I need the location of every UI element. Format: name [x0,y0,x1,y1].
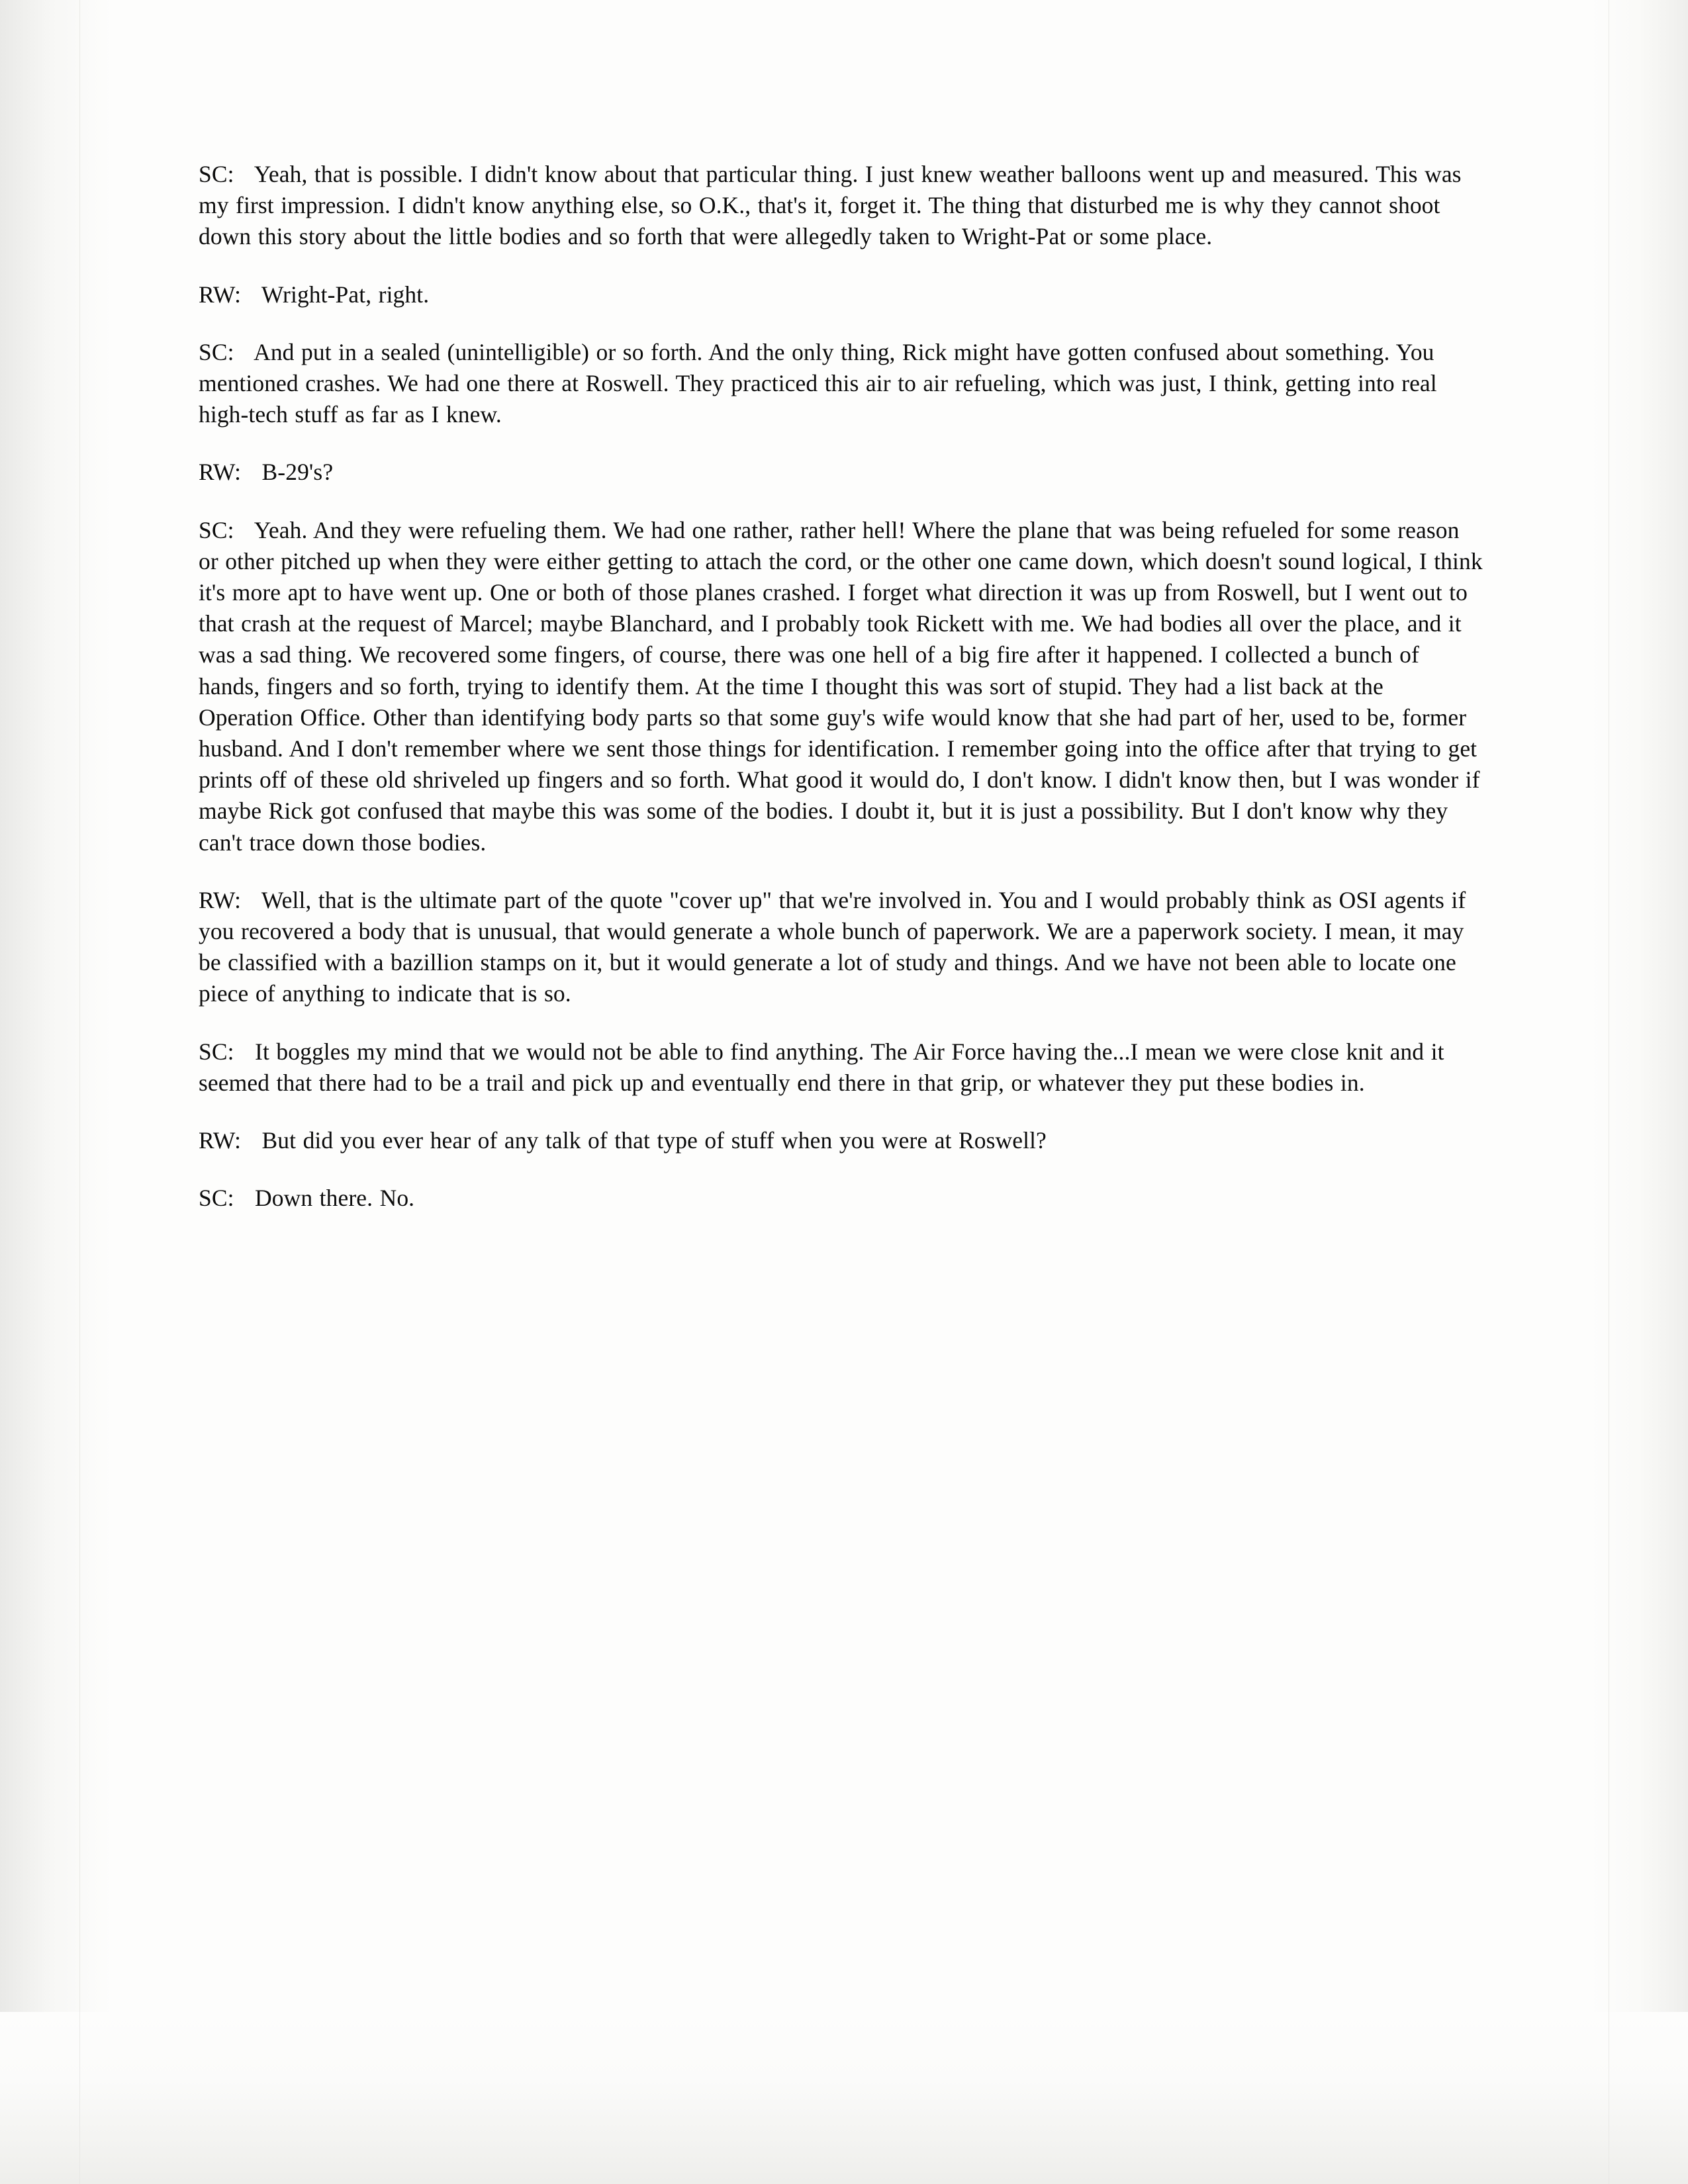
speaker-text: Wright-Pat, right. [261,281,430,308]
transcript-paragraph [199,885,1483,1010]
speaker-label: SC: [199,1185,248,1212]
speaker-label: RW: [199,281,256,308]
transcript-paragraph [199,1183,1483,1214]
transcript-paragraph [199,159,1483,253]
transcript-paragraph [199,457,1483,488]
transcript-body [199,159,1483,1214]
transcript-paragraph [199,1125,1483,1156]
speaker-label: SC: [199,161,248,187]
speaker-text: Yeah, that is possible. I didn't know about that particular thing. I just knew weather balloons went up and measured. This was my first impression. I didn't know anything else, so O.K., that's it, forget it. The thing that disturbed me is why they cannot shoot down this story about the little bodies and so forth that were allegedly taken to Wright-Pat or some place. [199,161,1462,250]
page-edge-shading-left [0,0,113,2184]
scan-artifact-line [79,0,80,2184]
speaker-label: SC: [199,1038,248,1065]
speaker-text: But did you ever hear of any talk of that type of stuff when you were at Roswell? [261,1127,1047,1154]
speaker-text: It boggles my mind that we would not be able to find anything. The Air Force having the...I mean we were close knit and it seemed that there had to be a trail and pick up and eventually end there in that grip, or whatever they put these bodies in. [199,1038,1444,1096]
speaker-text: Down there. No. [255,1185,415,1212]
transcript-paragraph [199,337,1483,431]
speaker-label: RW: [199,459,256,486]
speaker-label: SC: [199,516,248,543]
speaker-label: RW: [199,1127,256,1154]
transcript-paragraph [199,515,1483,858]
speaker-label: RW: [199,886,256,913]
page-edge-shading-right [1589,0,1688,2184]
page-edge-shading-bottom [0,2012,1688,2184]
transcript-paragraph [199,1036,1483,1099]
speaker-label: SC: [199,338,248,365]
transcript-paragraph [199,279,1483,310]
speaker-text: B-29's? [261,459,334,486]
speaker-text: Yeah. And they were refueling them. We had one rather, rather hell! Where the plane that was being refueled for some reason or other pitched up when they were either getting to attach the cord, or the other one came down, which doesn't sound logical, I think it's more apt to have went up. One or both of those planes crashed. I forget what direction it was up from Roswell, but I went out to that crash at the request of Marcel; maybe Blanchard, and I probably took Rickett with me. We had bodies all over the place, and it was a sad thing. We recovered some fingers, of course, there was one hell of a big fire after it happened. I collected a bunch of hands, fingers and so forth, trying to identify them. At the time I thought this was sort of stupid. They had a list back at the Operation Office. Other than identifying body parts so that some guy's wife would know that she had part of her, used to be, former husband. And I don't remember where we sent those things for identification. I remember going into the office after that trying to get prints off of these old shriveled up fingers and so forth. What good it would do, I don't know. I didn't know then, but I was wonder if maybe Rick got confused that maybe this was some of the bodies. I doubt it, but it is just a possibility. But I don't know why they can't trace down those bodies. [199,516,1483,856]
speaker-text: Well, that is the ultimate part of the quote "cover up" that we're involved in. You and I would probably think as OSI agents if you recovered a body that is unusual, that would generate a whole bunch of paperwork. We are a paperwork society. I mean, it may be classified with a bazillion stamps on it, but it would generate a lot of study and things. And we have not been able to locate one piece of anything to indicate that is so. [199,886,1466,1007]
speaker-text: And put in a sealed (unintelligible) or so forth. And the only thing, Rick might have gotten confused about something. You mentioned crashes. We had one there at Roswell. They practiced this air to air refueling, which was just, I think, getting into real high-tech stuff as far as I knew. [199,338,1437,428]
